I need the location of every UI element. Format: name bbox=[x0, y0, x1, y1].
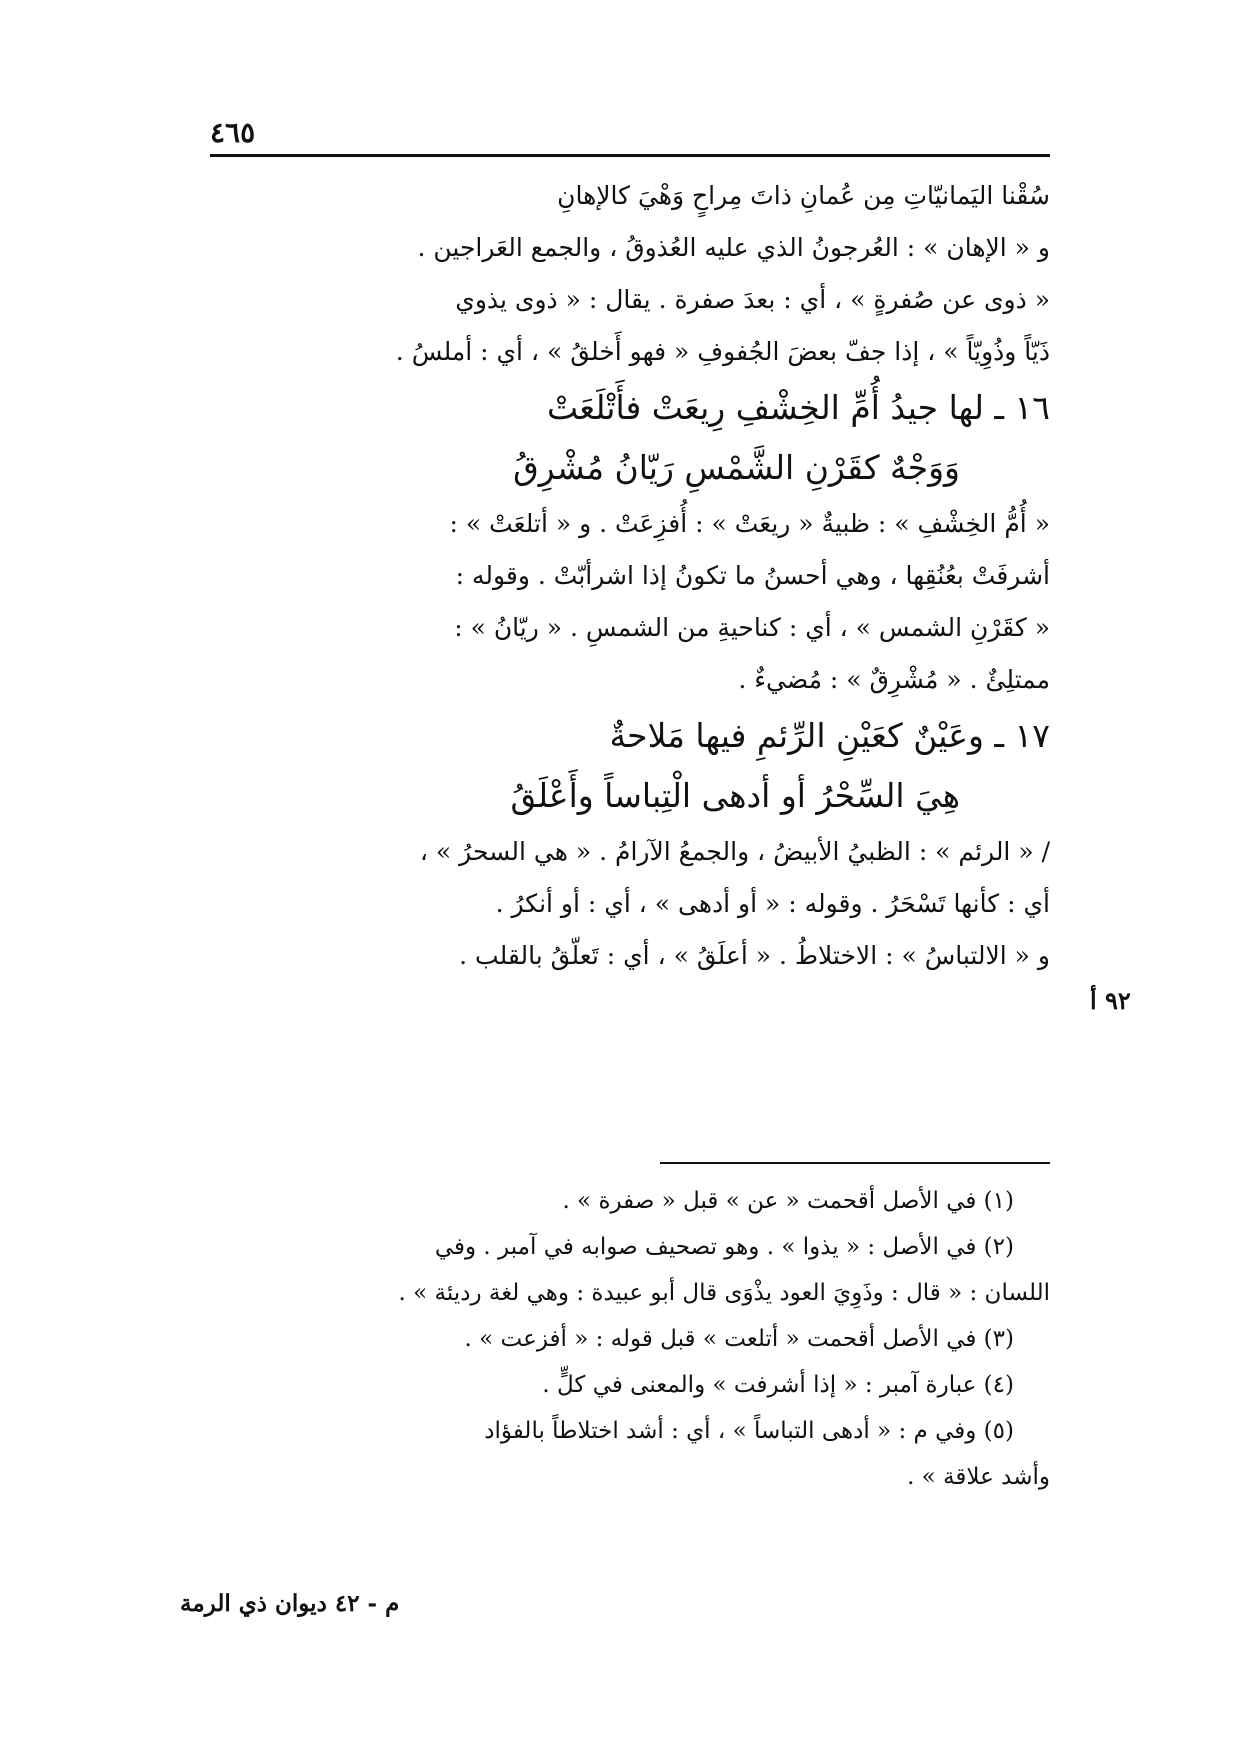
footnote-line: (٣) في الأصل أقحمت « أتلعت » قبل قوله : « أفزعت » . bbox=[464, 1326, 1014, 1352]
footnote-line: (٢) في الأصل : « يذوا » . وهو تصحيف صوابه في آمبر . وفي bbox=[434, 1234, 1014, 1260]
footnote-line: وأشد علاقة » . bbox=[907, 1464, 1050, 1490]
main-text bbox=[210, 170, 1050, 982]
commentary-line: / « الرئم » : الظبيُ الأبيضُ ، والجمعُ الآرامُ . « هي السحرُ » ، bbox=[419, 837, 1050, 866]
text-line: و « الإهان » : العُرجونُ الذي عليه العُذوقُ ، والجمع العَراجين . bbox=[417, 233, 1050, 262]
footnotes bbox=[210, 1178, 1050, 1500]
footnote-line: (٥) وفي م : « أدهى التباساً » ، أي : أشد اختلاطاً بالفؤاد bbox=[484, 1418, 1014, 1444]
verse-17-first-hemistich: ١٧ ـ وعَيْنٌ كعَيْنِ الرِّئمِ فيها مَلاحةٌ bbox=[609, 716, 1050, 755]
verse-17-second-hemistich: هِيَ السِّحْرُ أو أدهى الْتِباساً وأَعْلَقُ bbox=[510, 776, 960, 815]
commentary-line: « كقَرْنِ الشمس » ، أي : كناحيةِ من الشمسِ . « ريّانُ » : bbox=[454, 613, 1050, 642]
footnote-rule bbox=[660, 1162, 1050, 1164]
verse-16-first-hemistich: ١٦ ـ لها جيدُ أُمِّ الخِشْفِ رِيعَتْ فأَتْلَعَتْ bbox=[547, 388, 1050, 427]
commentary-line: « أُمُّ الخِشْفِ » : ظبيةٌ « ريعَتْ » : أُفزِعَتْ . و « أتلعَتْ » : bbox=[449, 509, 1050, 538]
verse-16-second-hemistich: وَوَجْهٌ كقَرْنِ الشَّمْسِ رَيّانُ مُشْرِقُ bbox=[513, 448, 960, 487]
header-rule bbox=[210, 154, 1050, 157]
commentary-line: و « الالتباسُ » : الاختلاطُ . « أعلَقُ » ، أي : تَعلّقُ بالقلب . bbox=[459, 941, 1050, 970]
text-line: « ذوى عن صُفرةٍ » ، أي : بعدَ صفرة . يقال : « ذوى يذوي bbox=[455, 285, 1050, 314]
page-footer-signature: م - ٤٢ ديوان ذي الرمة bbox=[180, 1590, 400, 1617]
commentary-line: أشرفَتْ بعُنُقِها ، وهي أحسنُ ما تكونُ إذا اشرأبّتْ . وقوله : bbox=[455, 561, 1050, 590]
commentary-line: ممتلِئٌ . « مُشْرِقٌ » : مُضيءٌ . bbox=[738, 665, 1050, 694]
manuscript-folio-reference: ٩٢ أ bbox=[1090, 986, 1131, 1015]
text-line: سُقْنا اليَمانيّاتِ مِن عُمانِ ذاتَ مِراحٍ وَهْيَ كالإهانِ bbox=[557, 181, 1050, 210]
footnote-line: (٤) عبارة آمبر : « إذا أشرفت » والمعنى في كلٍّ . bbox=[542, 1372, 1014, 1398]
footnote-line: (١) في الأصل أقحمت « عن » قبل « صفرة » . bbox=[562, 1188, 1014, 1214]
text-line: ذَيّاً وذُوِيّاً » ، إذا جفّ بعضَ الجُفوفِ « فهو أَخلقُ » ، أي : أملسُ . bbox=[395, 337, 1050, 366]
page-number: ٤٦٥ bbox=[210, 116, 256, 149]
commentary-line: أي : كأنها تَسْحَرُ . وقوله : « أو أدهى » ، أي : أو أنكرُ . bbox=[495, 889, 1050, 918]
footnote-line: اللسان : « قال : وذَوِيَ العود يذْوَى قال أبو عبيدة : وهي لغة رديئة » . bbox=[398, 1280, 1050, 1306]
